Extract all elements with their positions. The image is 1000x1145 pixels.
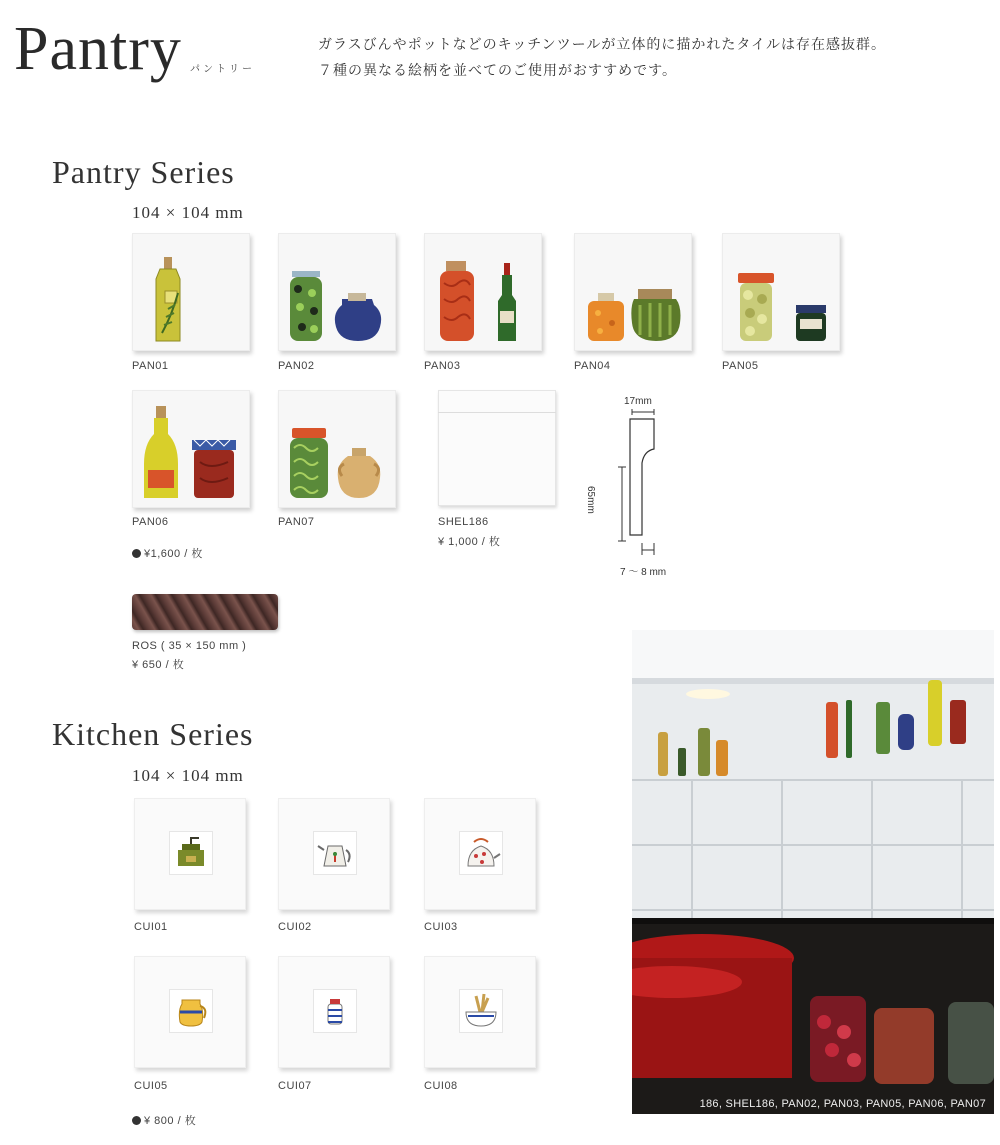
pantry-series-heading: Pantry Series: [52, 154, 235, 190]
tile-code-pan05: PAN05: [722, 360, 759, 372]
profile-height-dimension: 65mm: [585, 486, 596, 514]
price-kitchen-series: [132, 1112, 196, 1128]
tile-code-cui07: CUI07: [278, 1080, 312, 1092]
kitchen-series-heading: Kitchen Series: [52, 716, 254, 752]
tile-pan02-image: [278, 233, 396, 351]
tile-cui02-image: [278, 798, 390, 910]
tile-pan05-image: [722, 233, 840, 351]
tile-cui05-image: [134, 956, 246, 1068]
price-dot-icon: [132, 549, 141, 558]
pantry-series-size: 104 × 104 mm: [132, 203, 244, 222]
page-title-kana: パントリー: [190, 64, 255, 75]
tile-code-cui03: CUI03: [424, 921, 458, 933]
tile-cui01-image: [134, 798, 246, 910]
tile-code-pan06: PAN06: [132, 516, 169, 528]
tile-code-pan03: PAN03: [424, 360, 461, 372]
shel-profile-diagram: [600, 405, 680, 565]
price-pantry-series: [132, 545, 203, 561]
price-dot-icon: [132, 1116, 141, 1125]
price-pantry-text: ¥1,600 / 枚: [144, 548, 203, 560]
tile-pan01-image: [132, 233, 250, 351]
tile-code-shel186: SHEL186: [438, 516, 489, 528]
page-title: Pantry: [14, 15, 182, 83]
kitchen-series-size: 104 × 104 mm: [132, 766, 244, 785]
tile-shel186-image: [438, 390, 556, 506]
tile-code-pan07: PAN07: [278, 516, 315, 528]
tile-ros-image: [132, 594, 278, 630]
tile-code-ros: ROS ( 35 × 150 mm ): [132, 640, 247, 652]
installation-photo: [632, 630, 994, 1114]
tile-cui07-image: [278, 956, 390, 1068]
photo-caption: 186, SHEL186, PAN02, PAN03, PAN05, PAN06, PAN07: [699, 1098, 986, 1110]
profile-bottom-dimension: 7 ～ 8 mm: [620, 567, 667, 578]
tile-cui03-image: [424, 798, 536, 910]
profile-top-dimension: 17mm: [624, 396, 652, 407]
price-ros: ¥ 650 / 枚: [132, 659, 185, 671]
tile-code-pan04: PAN04: [574, 360, 611, 372]
tile-code-pan01: PAN01: [132, 360, 169, 372]
tile-cui08-image: [424, 956, 536, 1068]
tile-code-cui05: CUI05: [134, 1080, 168, 1092]
tile-code-pan02: PAN02: [278, 360, 315, 372]
tile-pan04-image: [574, 233, 692, 351]
tile-pan03-image: [424, 233, 542, 351]
tile-pan06-image: [132, 390, 250, 508]
tile-code-cui02: CUI02: [278, 921, 312, 933]
price-kitchen-text: ¥ 800 / 枚: [144, 1115, 197, 1127]
page-description: [318, 32, 886, 84]
tile-code-cui08: CUI08: [424, 1080, 458, 1092]
description-line-1: ガラスびんやポットなどのキッチンツールが立体的に描かれたタイルは存在感抜群。: [318, 37, 887, 53]
price-shel186: ¥ 1,000 / 枚: [438, 536, 501, 548]
tile-code-cui01: CUI01: [134, 921, 168, 933]
tile-pan07-image: [278, 390, 396, 508]
description-line-2: ７種の異なる絵柄を並べてのご使用がおすすめです。: [318, 63, 678, 79]
shel-lip-line: [438, 412, 556, 413]
